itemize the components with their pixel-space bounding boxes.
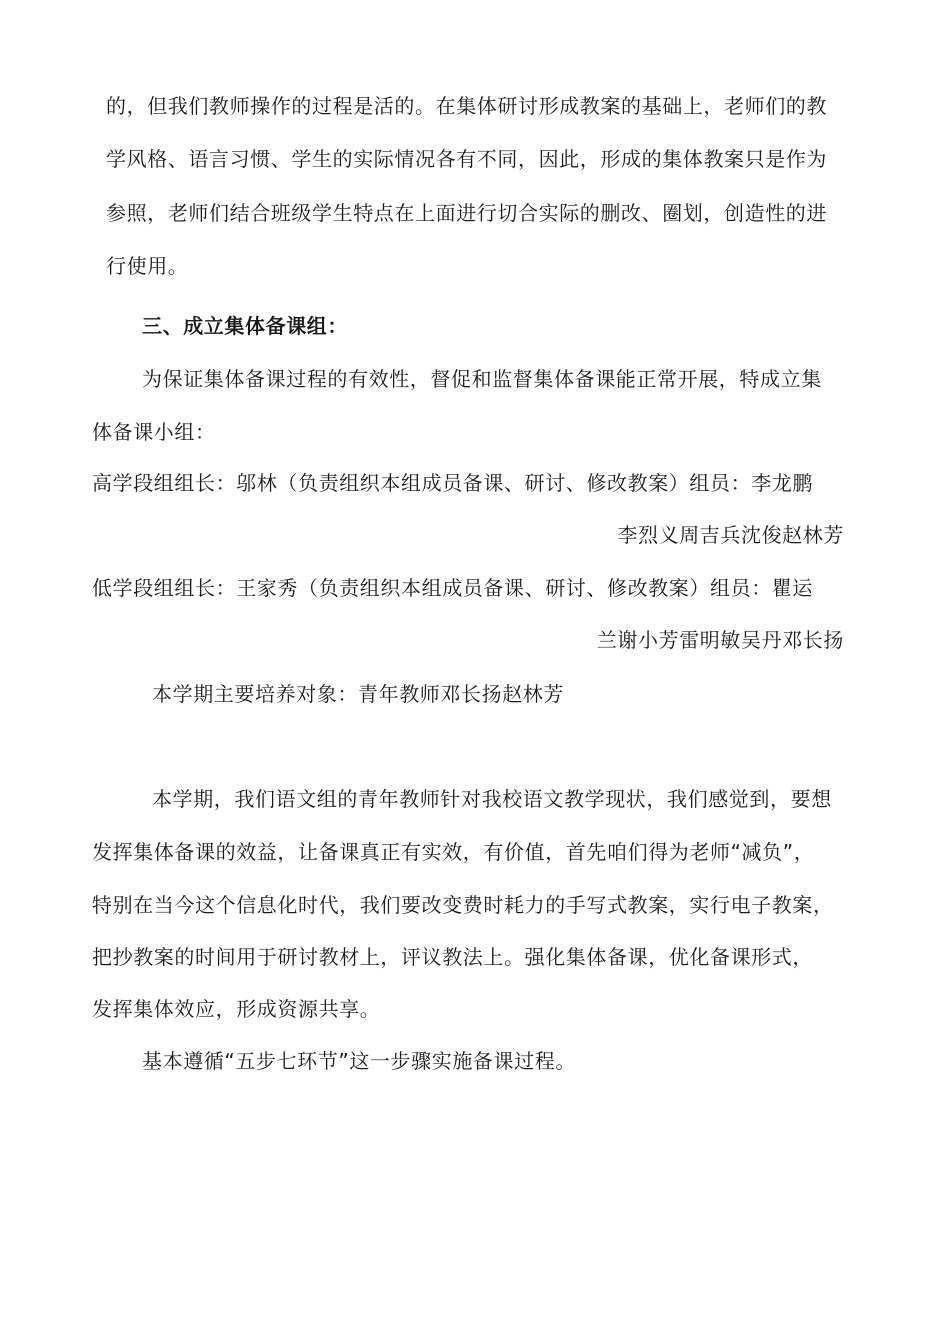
paragraph3: 基本遵循“五步七环节”这一步骤实施备课过程。 xyxy=(142,1049,576,1073)
training-target: 本学期主要培养对象：青年教师邓长扬赵林芳 xyxy=(152,682,564,706)
high-group-line1: 高学段组组长：邬林（负责组织本组成员备课、研讨、修改教案）组员：李龙鹏 xyxy=(92,471,813,495)
section3-intro-line2: 体备课小组： xyxy=(92,420,216,444)
paragraph2-line1: 本学期，我们语文组的青年教师针对我校语文教学现状，我们感觉到，要想 xyxy=(152,787,832,811)
paragraph2-line4: 把抄教案的时间用于研讨教材上，评议教法上。强化集体备课，优化备课形式， xyxy=(92,945,813,969)
paragraph2-line2: 发挥集体备课的效益，让备课真正有实效，有价值，首先咱们得为老师“减负”， xyxy=(92,840,815,864)
section3-heading: 三、成立集体备课组： xyxy=(142,314,348,338)
paragraph1-line3: 参照，老师们结合班级学生特点在上面进行切合实际的删改、圈划，创造性的进 xyxy=(106,201,827,225)
paragraph1-line2: 学风格、语言习惯、学生的实际情况各有不同，因此，形成的集体教案只是作为 xyxy=(106,147,827,171)
section3-intro-line1: 为保证集体备课过程的有效性，督促和监督集体备课能正常开展，特成立集 xyxy=(142,367,822,391)
paragraph2-line3: 特别在当今这个信息化时代，我们要改变费时耗力的手写式教案，实行电子教案， xyxy=(92,893,834,917)
high-group-line2: 李烈义周吉兵沈俊赵林芳 xyxy=(617,523,844,547)
paragraph2-line5: 发挥集体效应，形成资源共享。 xyxy=(92,997,381,1021)
paragraph1-line1: 的，但我们教师操作的过程是活的。在集体研讨形成教案的基础上，老师们的教 xyxy=(106,94,827,118)
paragraph1-line4: 行使用。 xyxy=(106,254,189,278)
low-group-line2: 兰谢小芳雷明敏吴丹邓长扬 xyxy=(596,628,844,652)
low-group-line1: 低学段组组长：王家秀（负责组织本组成员备课、研讨、修改教案）组员：瞿运 xyxy=(92,576,813,600)
